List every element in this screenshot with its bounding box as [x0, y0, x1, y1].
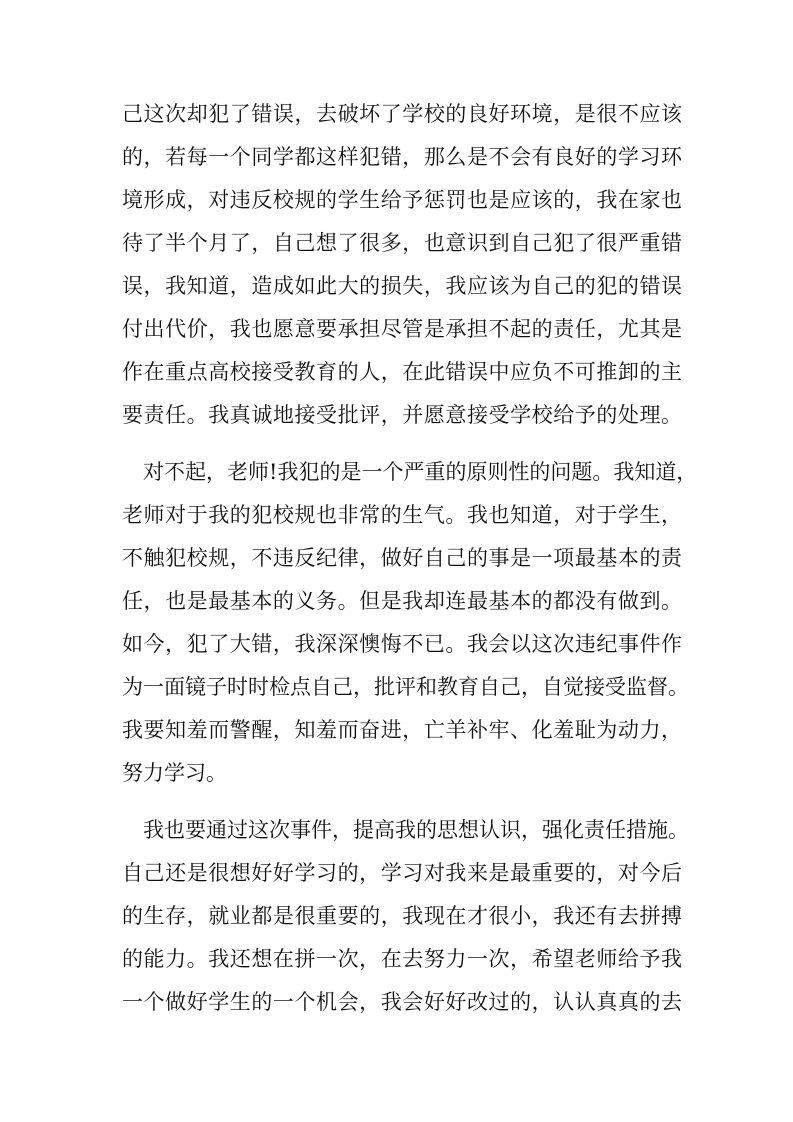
paragraph-line: 自己还是很想好好学习的，学习对我来是最重要的，对今后 — [122, 861, 682, 885]
paragraph-line: 境形成，对违反校规的学生给予惩罚也是应该的，我在家也 — [122, 188, 682, 212]
paragraph-line: 待了半个月了，自己想了很多，也意识到自己犯了很严重错 — [122, 231, 682, 255]
paragraph-line: 不触犯校规，不违反纪律，做好自己的事是一项最基本的责 — [122, 546, 682, 570]
paragraph-line: 的生存，就业都是很重要的，我现在才很小，我还有去拼搏 — [122, 904, 682, 928]
paragraph-1 — [122, 93, 682, 437]
paragraph-line: 老师对于我的犯校规也非常的生气。我也知道，对于学生， — [122, 503, 682, 527]
paragraph-line: 为一面镜子时时检点自己，批评和教育自己，自觉接受监督。 — [122, 675, 689, 699]
paragraph-line: 我要知羞而警醒，知羞而奋进，亡羊补牢、化羞耻为动力， — [122, 718, 682, 742]
document-body — [122, 93, 698, 1024]
paragraph-3 — [122, 809, 689, 1024]
paragraph-line: 一个做好学生的一个机会，我会好好改过的，认认真真的去 — [122, 990, 682, 1014]
paragraph-line: 对不起，老师!我犯的是一个严重的原则性的问题。我知道， — [143, 460, 698, 484]
paragraph-2 — [122, 451, 698, 795]
paragraph-line: 我也要通过这次事件，提高我的思想认识，强化责任措施。 — [143, 818, 689, 842]
paragraph-line: 付出代价，我也愿意要承担尽管是承担不起的责任，尤其是 — [122, 317, 682, 341]
paragraph-line: 的，若每一个同学都这样犯错，那么是不会有良好的学习环 — [122, 145, 682, 169]
paragraph-spacer — [122, 795, 682, 809]
paragraph-line: 的能力。我还想在拼一次，在去努力一次，希望老师给予我 — [122, 947, 682, 971]
paragraph-spacer — [122, 437, 682, 451]
paragraph-line: 任，也是最基本的义务。但是我却连最基本的都没有做到。 — [122, 589, 682, 613]
paragraph-line: 误，我知道，造成如此大的损失，我应该为自己的犯的错误 — [122, 274, 682, 298]
paragraph-line: 如今，犯了大错，我深深懊悔不已。我会以这次违纪事件作 — [122, 632, 682, 656]
paragraph-line: 作在重点高校接受教育的人，在此错误中应负不可推卸的主 — [122, 360, 682, 384]
paragraph-line: 努力学习。 — [122, 761, 227, 785]
paragraph-line: 己这次却犯了错误，去破坏了学校的良好环境，是很不应该 — [122, 102, 682, 126]
paragraph-line: 要责任。我真诚地接受批评，并愿意接受学校给予的处理。 — [122, 403, 682, 427]
